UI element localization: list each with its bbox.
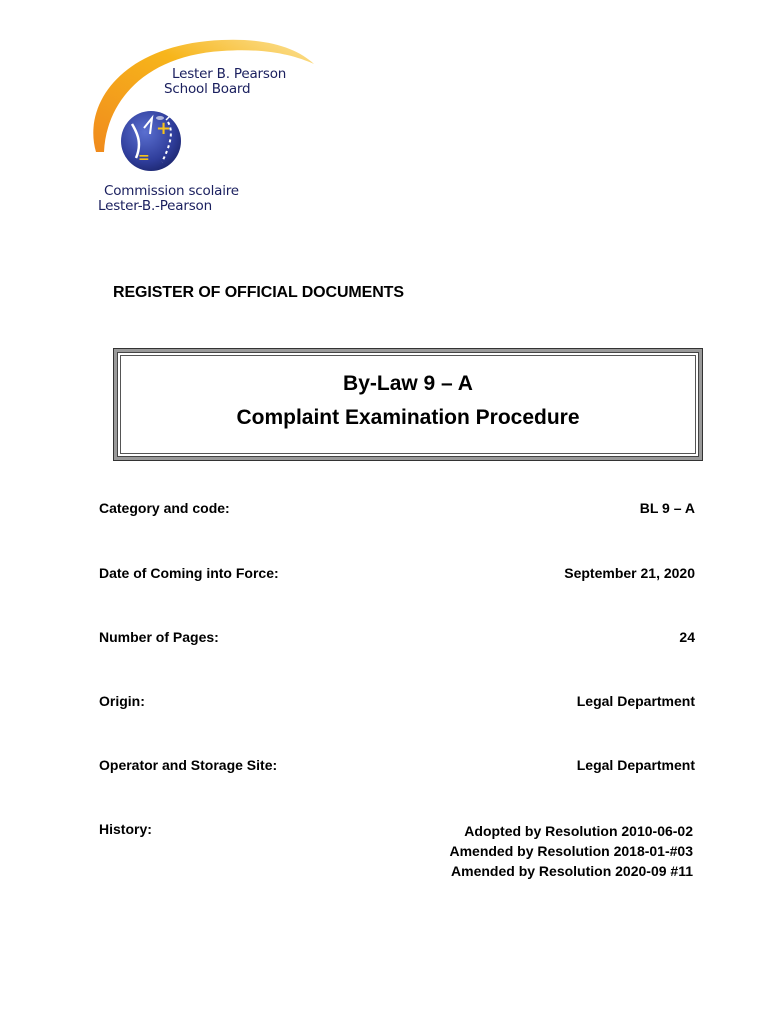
title-box-inner-border (120, 355, 696, 454)
globe-icon (121, 111, 181, 171)
logo-name-fr-line2: Lester-B.-Pearson (98, 198, 212, 214)
field-label-pages: Number of Pages: (99, 629, 219, 645)
logo-name-en-line2: School Board (164, 81, 251, 97)
logo-name-en-line1: Lester B. Pearson (172, 66, 287, 82)
history-entry: Amended by Resolution 2020-09 #11 (451, 863, 693, 879)
school-board-logo (82, 34, 322, 219)
document-title-line1: By-Law 9 – A (343, 372, 473, 395)
field-label-operator: Operator and Storage Site: (99, 757, 278, 773)
equals-symbol: = (138, 150, 150, 166)
field-value-category: BL 9 – A (639, 500, 695, 516)
field-value-operator: Legal Department (576, 757, 695, 773)
field-label-category: Category and code: (99, 500, 230, 516)
field-value-date: September 21, 2020 (564, 565, 695, 581)
field-label-date: Date of Coming into Force: (99, 565, 279, 581)
plus-symbol: + (156, 118, 172, 139)
logo-name-fr-line1: Commission scolaire (104, 183, 239, 199)
field-value-pages: 24 (679, 629, 695, 645)
field-label-origin: Origin: (99, 693, 145, 709)
history-entry: Adopted by Resolution 2010-06-02 (464, 823, 693, 839)
field-value-origin: Legal Department (576, 693, 695, 709)
register-heading: REGISTER OF OFFICIAL DOCUMENTS (113, 284, 404, 301)
history-entries (449, 821, 693, 881)
document-title-line2: Complaint Examination Procedure (236, 406, 580, 429)
field-label-history: History: (99, 821, 152, 837)
history-entry: Amended by Resolution 2018-01-#03 (449, 843, 693, 859)
document-title-box (113, 348, 703, 461)
